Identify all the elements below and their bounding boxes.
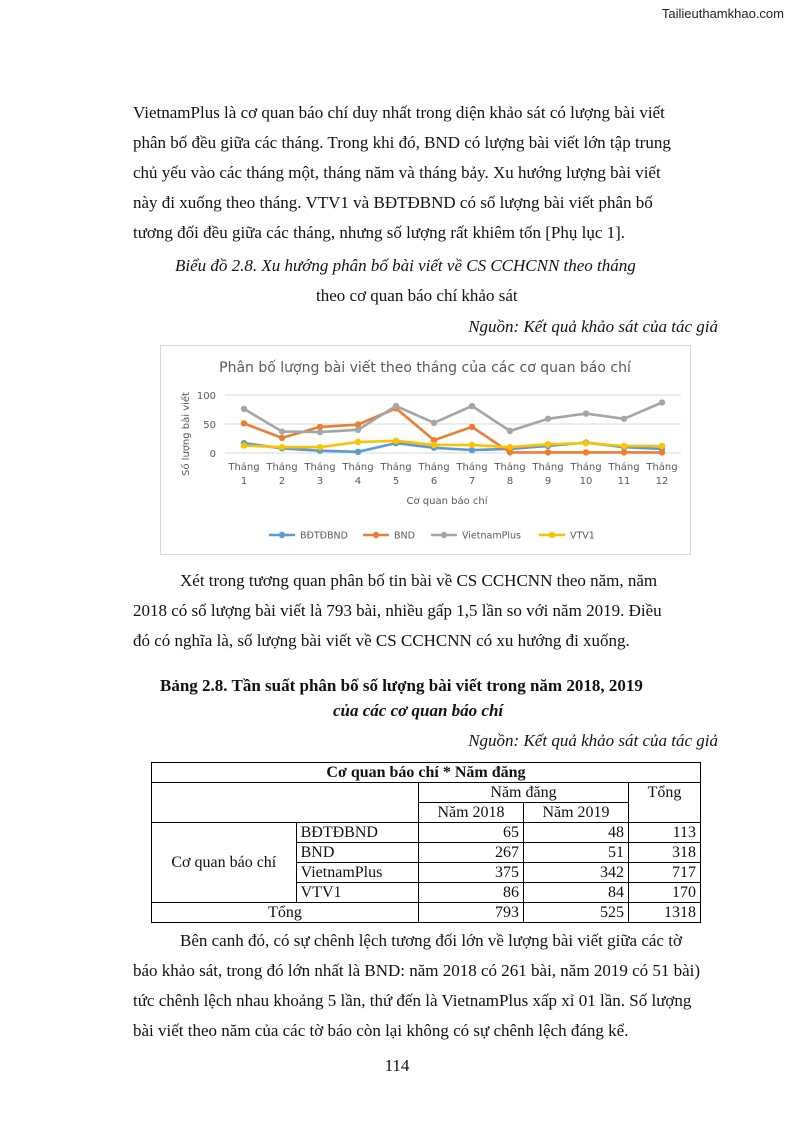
x-tick-label: Tháng [342, 462, 374, 473]
data-point [621, 443, 627, 449]
row-name: BND [296, 843, 418, 863]
row-name: VietnamPlus [296, 863, 418, 883]
cell-2018: 793 [419, 903, 524, 923]
x-tick-label: 4 [354, 476, 362, 487]
cell-2019: 525 [524, 903, 629, 923]
x-tick-label: 2 [278, 476, 286, 487]
x-tick-label: Tháng [228, 462, 260, 473]
x-axis-label: Cơ quan báo chí [406, 496, 488, 507]
table-caption-line2: của các cơ quan báo chí [333, 701, 504, 720]
data-point [545, 416, 551, 422]
y-tick-label: 100 [196, 391, 216, 402]
x-tick-label: 1 [240, 476, 248, 487]
data-point [583, 410, 589, 416]
data-point [241, 420, 247, 426]
y-axis-label: Số lượng bài viết [181, 392, 192, 476]
x-tick-label: 9 [544, 476, 552, 487]
year-group-header: Năm đăng [419, 783, 629, 803]
y-tick-label: 0 [209, 449, 216, 460]
figure-caption: Biểu đồ 2.8. Xu hướng phân bố bài viết về CS CCHCNN theo tháng [175, 256, 636, 275]
cell-total: 717 [629, 863, 701, 883]
table-row [152, 823, 701, 843]
x-tick-label: Tháng [266, 462, 298, 473]
chart-canvas [161, 346, 690, 554]
cell-total: 113 [629, 823, 701, 843]
cell-total: 170 [629, 883, 701, 903]
table-row [152, 783, 701, 803]
text-line: phân bố đều giữa các tháng. Trong khi đó, BND có lượng bài viết lớn tập trung [133, 133, 671, 152]
text-line: chủ yếu vào các tháng một, tháng năm và tháng bảy. Xu hướng lượng bài viết [133, 163, 661, 182]
data-point [621, 416, 627, 422]
data-point [507, 444, 513, 450]
data-point [317, 429, 323, 435]
x-tick-label: 7 [468, 476, 476, 487]
x-tick-label: 12 [655, 476, 669, 487]
cell-total: 1318 [629, 903, 701, 923]
data-point [393, 438, 399, 444]
page-number: 114 [384, 1056, 410, 1075]
x-tick-label: Tháng [380, 462, 412, 473]
data-point [241, 442, 247, 448]
cell-2019: 51 [524, 843, 629, 863]
data-point [355, 439, 361, 445]
y-tick-label: 50 [203, 420, 216, 431]
x-tick-label: 3 [316, 476, 324, 487]
data-point [431, 420, 437, 426]
data-point [545, 449, 551, 455]
x-tick-label: Tháng [608, 462, 640, 473]
data-point [393, 403, 399, 409]
cell-2018: 375 [419, 863, 524, 883]
data-point [659, 399, 665, 405]
text-line: tức chênh lệch nhau khoảng 5 lần, thứ đến là VietnamPlus xấp xỉ 01 lần. Số lượng [133, 991, 692, 1010]
text-line: VietnamPlus là cơ quan báo chí duy nhất trong diện khảo sát có lượng bài viết [133, 103, 665, 122]
data-point [507, 428, 513, 434]
x-tick-label: 6 [430, 476, 438, 487]
data-point [431, 442, 437, 448]
line-chart [160, 345, 691, 555]
x-tick-label: Tháng [418, 462, 450, 473]
data-point [583, 449, 589, 455]
legend-marker [549, 532, 555, 538]
cell-2018: 267 [419, 843, 524, 863]
legend-label: VTV1 [570, 530, 595, 542]
total-row-label: Tổng [152, 903, 419, 923]
paragraph-1 [133, 98, 718, 248]
x-tick-label: Tháng [304, 462, 336, 473]
data-point [241, 406, 247, 412]
text-line: bài viết theo năm của các tờ báo còn lại không có sự chênh lệch đáng kể. [133, 1021, 629, 1040]
data-point [355, 449, 361, 455]
data-point [621, 449, 627, 455]
x-tick-label: 10 [579, 476, 593, 487]
row-name: BĐTĐBND [296, 823, 418, 843]
chart-title: Phân bố lượng bài viết theo tháng của các cơ quan báo chí [219, 360, 631, 376]
paragraph-2 [133, 566, 718, 656]
x-tick-label: Tháng [456, 462, 488, 473]
data-point [469, 424, 475, 430]
series-line [244, 441, 662, 447]
legend-marker [373, 532, 379, 538]
x-tick-label: Tháng [494, 462, 526, 473]
row-group-label: Cơ quan báo chí [152, 823, 297, 903]
legend-label: BND [394, 530, 415, 542]
figure-source: Nguồn: Kết quả khảo sát của tác giả [468, 317, 718, 336]
empty-cell [152, 783, 419, 823]
row-name: VTV1 [296, 883, 418, 903]
text-line: báo khảo sát, trong đó lớn nhất là BND: năm 2018 có 261 bài, năm 2019 có 51 bài) [133, 961, 701, 980]
table-header: Cơ quan báo chí * Năm đăng [152, 763, 701, 783]
data-point [545, 441, 551, 447]
x-tick-label: Tháng [532, 462, 564, 473]
data-point [659, 443, 665, 449]
table-total-row [152, 903, 701, 923]
legend-marker [441, 532, 447, 538]
cell-2019: 84 [524, 883, 629, 903]
table-header-row [152, 763, 701, 783]
x-tick-label: 8 [506, 476, 514, 487]
text-line: 2018 có số lượng bài viết là 793 bài, nhiều gấp 1,5 lần so với năm 2019. Điều [133, 601, 662, 620]
col-2019-header: Năm 2019 [524, 803, 629, 823]
data-point [659, 449, 665, 455]
cell-2019: 342 [524, 863, 629, 883]
col-2018-header: Năm 2018 [419, 803, 524, 823]
x-tick-label: 5 [392, 476, 400, 487]
series-line [244, 403, 662, 433]
frequency-table [151, 762, 701, 923]
text-line: Bên canh đó, có sự chênh lệch tương đối lớn về lượng bài viết giữa các tờ [180, 931, 682, 950]
text-line: đó có nghĩa là, số lượng bài viết về CS CCHCNN có xu hướng đi xuống. [133, 631, 630, 650]
data-point [279, 444, 285, 450]
legend-marker [279, 532, 285, 538]
table-source: Nguồn: Kết quả khảo sát của tác giả [468, 731, 718, 750]
data-point [317, 444, 323, 450]
figure-caption-line2: theo cơ quan báo chí khảo sát [316, 286, 518, 305]
legend-label: BĐTĐBND [300, 530, 348, 542]
data-point [469, 403, 475, 409]
paragraph-3 [133, 926, 718, 1046]
data-point [583, 440, 589, 446]
cell-2019: 48 [524, 823, 629, 843]
total-header: Tổng [629, 783, 701, 823]
table-caption: Bảng 2.8. Tần suất phân bố số lượng bài viết trong năm 2018, 2019 [160, 676, 643, 695]
text-line: tương đối đều giữa các tháng, nhưng số lượng rất khiêm tốn [Phụ lục 1]. [133, 223, 626, 242]
text-line: Xét trong tương quan phân bố tin bài về CS CCHCNN theo năm, năm [180, 571, 658, 590]
text-line: này đi xuống theo tháng. VTV1 và BĐTĐBND có số lượng bài viết phân bố [133, 193, 653, 212]
data-point [355, 427, 361, 433]
legend-label: VietnamPlus [462, 530, 521, 542]
x-tick-label: Tháng [570, 462, 602, 473]
data-point [279, 428, 285, 434]
x-tick-label: Tháng [646, 462, 678, 473]
watermark: Tailieuthamkhao.com [661, 6, 784, 21]
data-point [469, 442, 475, 448]
data-point [279, 435, 285, 441]
cell-total: 318 [629, 843, 701, 863]
cell-2018: 65 [419, 823, 524, 843]
x-tick-label: 11 [617, 476, 631, 487]
cell-2018: 86 [419, 883, 524, 903]
